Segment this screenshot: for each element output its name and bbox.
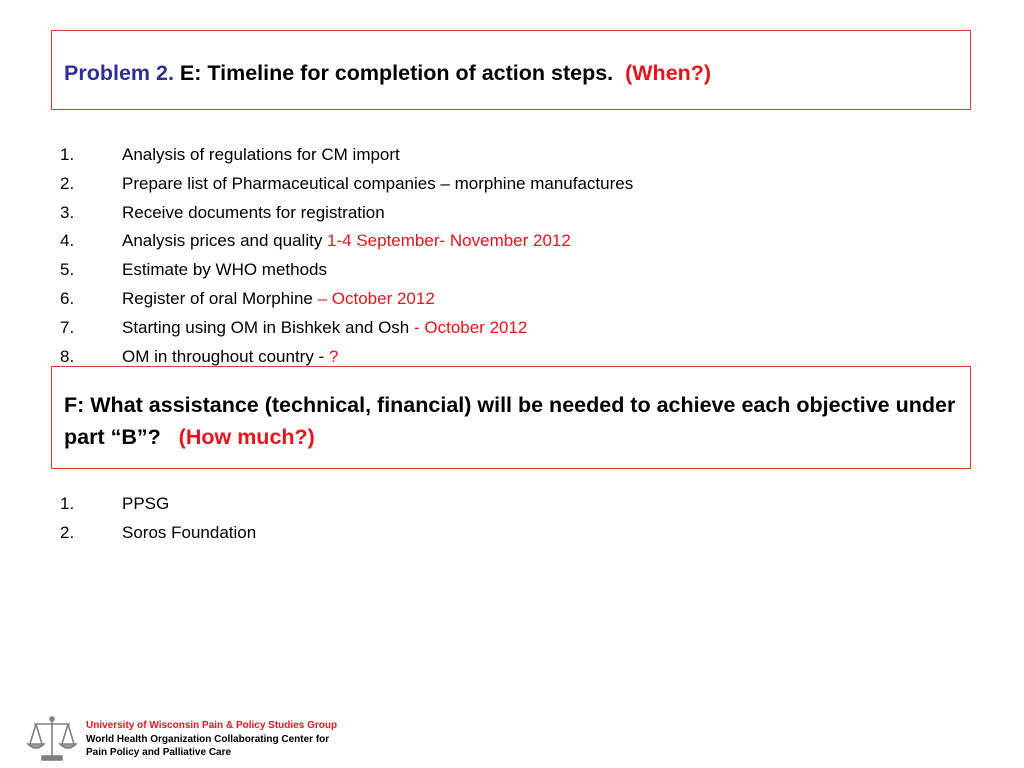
- footer: [26, 714, 426, 764]
- problem-label: Problem 2.: [64, 61, 174, 85]
- list-item: 2. Prepare list of Pharmaceutical companies – morphine manufactures: [60, 173, 634, 193]
- section-f-title-box: [51, 366, 971, 469]
- list-item: 5. Estimate by WHO methods: [60, 260, 328, 280]
- section-f-title: [64, 389, 956, 453]
- list-item: 2. Soros Foundation: [60, 522, 257, 542]
- list-item: 7. Starting using OM in Bishkek and Osh - October 2012: [60, 317, 528, 337]
- list-item: 6. Register of oral Morphine – October 2012: [60, 288, 435, 308]
- list-item: 3. Receive documents for registration: [60, 202, 385, 222]
- when-question: (When?): [625, 61, 712, 85]
- footer-center-name: Pain Policy and Palliative Care: [86, 747, 232, 758]
- footer-org-name: University of Wisconsin Pain & Policy Studies Group: [86, 720, 338, 731]
- footer-text: [86, 719, 337, 760]
- section-f-heading: F: What assistance (technical, financial) will be needed to achieve each objective under part “B”?: [64, 393, 956, 449]
- list-item: 1. Analysis of regulations for CM import: [60, 145, 400, 164]
- how-much-question: (How much?): [178, 425, 315, 449]
- scales-of-justice-icon: [26, 714, 78, 762]
- list-item: 8. OM in throughout country - ?: [60, 346, 339, 366]
- section-e-title: [64, 57, 956, 89]
- list-item: 1. PPSG: [60, 494, 170, 513]
- section-e-heading: E: Timeline for completion of action steps.: [173, 61, 614, 85]
- section-e-title-box: [51, 30, 971, 110]
- action-steps-list: [60, 141, 633, 371]
- assistance-list: [60, 490, 256, 548]
- footer-who-center: World Health Organization Collaborating Center for: [86, 733, 330, 745]
- list-item: 4. Analysis prices and quality 1-4 September- November 2012: [60, 231, 571, 251]
